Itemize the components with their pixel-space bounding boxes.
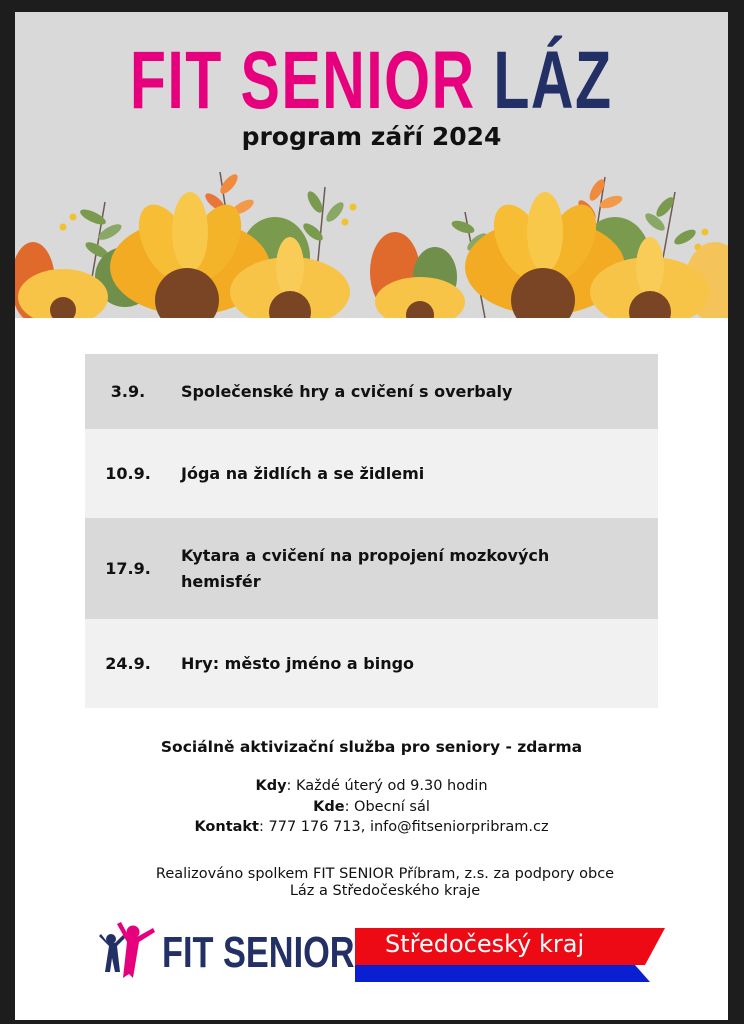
schedule-date: 17.9. xyxy=(105,559,151,578)
schedule-activity: Jóga na židlích a se židlemi xyxy=(181,463,425,483)
where-line xyxy=(15,797,728,817)
schedule-row xyxy=(85,518,658,619)
schedule-row xyxy=(85,429,658,518)
title-laz: LÁZ xyxy=(493,35,613,126)
schedule-date: 3.9. xyxy=(110,382,146,401)
poster-title xyxy=(15,35,728,126)
contact-line xyxy=(15,817,728,837)
schedule-date: 10.9. xyxy=(105,464,151,483)
schedule-table xyxy=(85,354,658,708)
poster-page xyxy=(15,12,728,1020)
funding-note xyxy=(115,866,655,900)
schedule-activity: Společenské hry a cvičení s overbaly xyxy=(181,381,513,401)
contact-label: Kontakt xyxy=(194,819,259,835)
contact-value: : 777 176 713, info@fitseniorpribram.cz xyxy=(259,819,549,835)
when-value: : Každé úterý od 9.30 hodin xyxy=(286,778,488,794)
people-jumping-icon xyxy=(97,922,161,982)
when-line xyxy=(15,776,728,796)
fit-senior-logo xyxy=(97,922,355,982)
schedule-row xyxy=(85,619,658,708)
when-label: Kdy xyxy=(255,778,287,794)
title-fit-senior: FIT SENIOR xyxy=(130,35,476,126)
funding-note-line1: Realizováno spolkem FIT SENIOR Příbram, z.s. za podpory obce xyxy=(155,866,615,882)
header-banner xyxy=(15,12,728,318)
where-value: : Obecní sál xyxy=(344,799,430,815)
service-description: Sociálně aktivizační služba pro seniory - zdarma xyxy=(160,738,583,756)
where-label: Kde xyxy=(313,799,345,815)
schedule-row xyxy=(85,354,658,429)
stredocesky-kraj-logo xyxy=(355,928,670,984)
funding-note-line2: Láz a Středočeského kraje xyxy=(289,883,481,899)
schedule-date: 24.9. xyxy=(105,654,151,673)
schedule-activity: Kytara a cvičení na propojení mozkových hemisfér xyxy=(181,545,550,591)
fit-senior-logo-text: FIT SENIOR xyxy=(162,928,355,977)
schedule-activity: Hry: město jméno a bingo xyxy=(181,653,415,673)
sunflower-illustration xyxy=(15,162,728,318)
poster-subtitle: program září 2024 xyxy=(241,122,502,151)
kraj-logo-text: Středočeský kraj xyxy=(385,930,585,958)
